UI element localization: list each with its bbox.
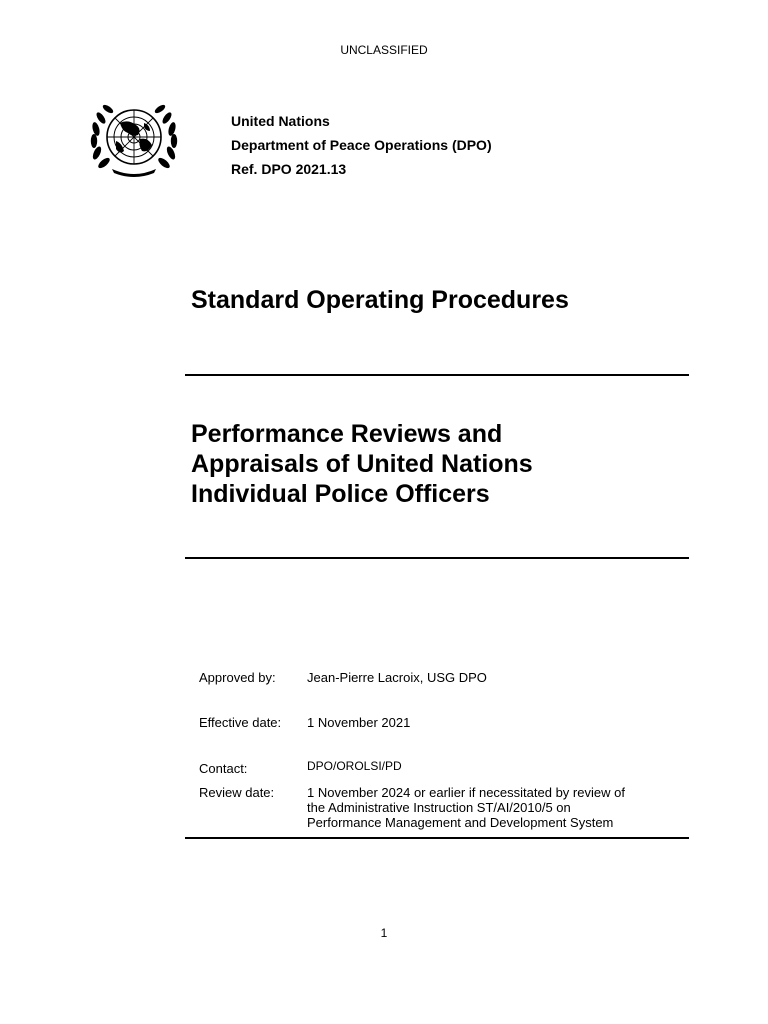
metadata-label: Approved by: bbox=[199, 670, 276, 685]
document-title bbox=[191, 419, 671, 509]
document-reference: Ref. DPO 2021.13 bbox=[231, 161, 347, 177]
metadata-row-contact bbox=[199, 761, 679, 777]
metadata-value-line: Performance Management and Development System bbox=[307, 815, 614, 830]
metadata-value bbox=[307, 715, 677, 730]
metadata-value-line: 1 November 2021 bbox=[307, 715, 411, 730]
classification-label: UNCLASSIFIED bbox=[340, 43, 428, 57]
divider-top bbox=[185, 374, 689, 376]
metadata-row-approved bbox=[199, 670, 679, 686]
metadata-value-line: the Administrative Instruction ST/AI/2010/5 on bbox=[307, 800, 571, 815]
divider-middle bbox=[185, 557, 689, 559]
metadata-value bbox=[307, 670, 677, 685]
metadata-value-line: 1 November 2024 or earlier if necessitated by review of bbox=[307, 785, 625, 800]
divider-bottom bbox=[185, 837, 689, 839]
metadata-row-effective-date bbox=[199, 715, 679, 731]
metadata-value-line: Jean-Pierre Lacroix, USG DPO bbox=[307, 670, 487, 685]
metadata-value bbox=[307, 759, 677, 774]
document-title-line: Performance Reviews and bbox=[191, 420, 503, 448]
metadata-label: Contact: bbox=[199, 761, 248, 776]
organization-block bbox=[231, 109, 492, 181]
metadata-value-line: DPO/OROLSI/PD bbox=[307, 759, 402, 773]
metadata-label: Effective date: bbox=[199, 715, 282, 730]
organization-name: United Nations bbox=[231, 113, 330, 129]
document-title-line: Individual Police Officers bbox=[191, 480, 490, 508]
department-name: Department of Peace Operations (DPO) bbox=[231, 137, 492, 153]
document-type: Standard Operating Procedures bbox=[191, 286, 569, 314]
un-emblem-icon bbox=[86, 99, 182, 179]
metadata-label: Review date: bbox=[199, 785, 275, 800]
document-title-line: Appraisals of United Nations bbox=[191, 450, 533, 478]
page-number: 1 bbox=[380, 926, 388, 940]
metadata-value bbox=[307, 785, 677, 830]
metadata-row-review-date bbox=[199, 785, 679, 831]
